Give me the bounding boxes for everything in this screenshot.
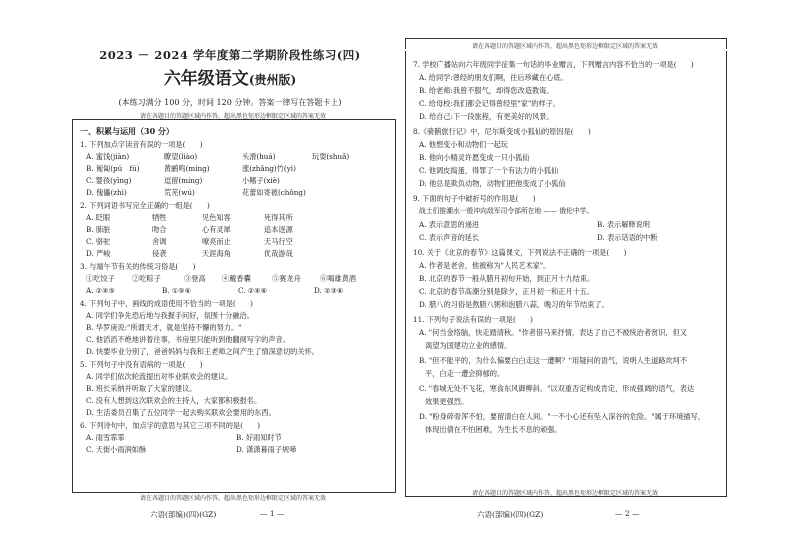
- q1-row-c: C. 婴孩(yīng) 逗留(míng) 小鳍子(xiè): [86, 176, 280, 185]
- section-heading: 一、积累与运用（30 分）: [80, 126, 174, 136]
- q2-stem: 2. 下列词语书写完全正确的一组是( ): [80, 201, 210, 210]
- q3-items: ①吃饺子 ②吃粽子 ③登高 ④戴香囊 ⑤赛龙舟 ⑥喝雄黄酒: [86, 274, 356, 283]
- subject-name: 六年级语文: [163, 69, 249, 89]
- q1-row-b: B. 匍匐(pú fú) 黄鹂鸣(míng) 涨(zhǎng)竹(yì): [86, 164, 296, 173]
- q9-row-2: C. 表示声音的延长 D. 表示话语的中断: [419, 233, 658, 242]
- q9-stem: 9. 下面的句子中破折号的作用是( ): [413, 194, 536, 203]
- q5-option-c: C. 没有人想到这次联欢会的主持人，大家都积极报名。: [86, 396, 262, 405]
- q9-quote: 战士们推潮水一般冲向敌军司令部所在地 —— 俄伦中学。: [419, 207, 594, 215]
- q11-option-b-line1: B. "但不能平的，为什么偏要白白走这一遭啊？"用疑问的语气，说明人生道路坎坷不: [419, 356, 688, 365]
- q11-option-b-line2: 平，白走一遭会抑郁的。: [425, 369, 505, 378]
- answer-notice-bottom: 请在各题目的答题区域内作答，超出黑色矩形边框限定区域的答案无效: [139, 495, 326, 502]
- footer-code: 六语(部编)(四)(GZ): [477, 510, 544, 519]
- footer-code: 六语(部编)(四)(GZ): [150, 510, 217, 519]
- q8-stem: 8.《骑鹅旅行记》中，尼尔斯变成小狐仙的原因是( ): [413, 127, 591, 136]
- q5-option-a: A. 同学们依次轮流提出对毕业联欢会的建议。: [86, 372, 233, 381]
- notice-frame: [405, 38, 727, 49]
- q5-option-d: D. 生活委员召集了五位同学一起去购买联欢会要用的东西。: [86, 408, 276, 417]
- q11-option-a-line1: A. "何当金络脑，快走踏清秋。"作者借马来抒情，表达了自己不被统治者赏识，但又: [419, 328, 687, 337]
- page-2: [405, 0, 735, 543]
- q1-row-d: D. 傀儡(zhì) 荒芜(wú) 花蕾如寄被(chǒng): [86, 188, 306, 197]
- q5-stem: 5. 下列句子中没有语病的一项是( ): [80, 360, 203, 369]
- q6-row-2: C. 天街小雨润如酥 D. 潇潇暮雨子规啼: [86, 445, 297, 454]
- q10-option-c: C. 北京的春节高潮分别是除夕，正月初一和正月十五。: [419, 287, 595, 296]
- q4-option-d: D. 快要毕业分别了，爸爸妈妈与我和王老师之间产生了情深意切的关怀。: [86, 347, 319, 356]
- q10-option-a: A. 作者是老舍，他被称为"人民艺术家"。: [419, 261, 551, 270]
- q11-option-d-line1: D. "粉身碎骨浑不怕，要留清白在人间。"一不小心还有坠入深谷的危险。"属于环境描写，: [419, 412, 705, 421]
- exam-title: 2023 － 2024 学年度第二学期阶段性练习(四): [99, 48, 361, 62]
- q4-stem: 4. 下列句子中，画线的成语使用不恰当的一项是( ): [80, 299, 253, 308]
- answer-notice-top: 请在各题目的答题区域内作答，超出黑色矩形边框限定区域的答案无效: [139, 113, 326, 120]
- q8-option-d: D. 他总是欺负动物，动物们把他变成了小狐仙: [419, 179, 566, 188]
- edition-label: (贵州版): [248, 73, 297, 87]
- footer-page-number: — 2 —: [615, 509, 640, 518]
- q4-option-c: C. 他滔滔不绝地讲着往事，书房里只能听到他翻阅写字的声音。: [86, 335, 290, 344]
- q2-row-d: D. 严峻 侵袭 天涯海角 优哉游哉: [86, 249, 293, 258]
- q1-row-a: A. 蜜饯(jiàn) 瞭望(liào) 头滑(huá) 玩耍(shuǎ): [86, 152, 350, 161]
- q4-option-a: A. 同学们争先恐后地与我握手问好，氛围十分融洽。: [86, 311, 254, 320]
- q10-option-d: D. 腊八的习俗是熬腊八粥和泡腊八蒜，晚习的年节结束了。: [419, 300, 609, 309]
- q10-option-b: B. 北京的春节一般从腊月初旬开始，到正月十九结束。: [419, 274, 595, 283]
- q7-option-c: C. 给母校:我们都会记得曾经里"家"的样子。: [419, 99, 561, 108]
- q5-option-b: B. 班长采纳并听取了大家的建议。: [86, 384, 197, 393]
- instructions: (本练习满分 100 分，时间 120 分钟。答案一律写在答题卡上): [118, 98, 342, 107]
- q7-option-d: D. 给自己:下一段旅程，有更美好的风景。: [419, 112, 554, 121]
- q10-stem: 10. 关于《北京的春节》这篇课文，下列说法不正确的一项是( ): [413, 248, 627, 257]
- q11-option-d-line2: 体现出倩在不怕困难，为生长不息的顽强。: [425, 425, 562, 434]
- q3-stem: 3. 与端午节有关的传统习俗是( ): [80, 262, 196, 271]
- footer-page-number: — 1 —: [260, 509, 285, 518]
- q8-option-a: A. 他想变小和动物们一起玩: [419, 140, 508, 149]
- q8-option-c: C. 他调皮捣蛋，得罪了一个有法力的小狐仙: [419, 166, 559, 175]
- q7-option-b: B. 给老师:我曾不服气，却得您改造教诲。: [419, 86, 554, 95]
- q11-stem: 11. 下列句子说法有误的一项是( ): [413, 315, 533, 324]
- q3-options: A. ②④⑤ B. ①⑤⑥ C. ②④⑥ D. ②③⑥: [86, 286, 344, 295]
- q4-option-b: B. 华罗庚说:"所谓天才，就是坚持不懈的努力。": [86, 323, 242, 332]
- q11-option-a-line2: 渴望为国建功立业的感情。: [425, 341, 512, 350]
- q6-stem: 6. 下列诗句中，加点字的意思与其它三项不同的是( ): [80, 421, 261, 430]
- q11-option-c-line2: 效果更强烈。: [425, 397, 469, 406]
- page-1: [60, 0, 400, 543]
- subject-title: [60, 64, 400, 89]
- q11-option-c-line1: C. "春城无处不飞花，寒食东风御柳斜。"以双重否定构成肯定，形成强调的语气，表达: [419, 384, 695, 393]
- q6-row-1: A. 雨雪霏霏 B. 好雨知时节: [86, 433, 282, 442]
- answer-notice-top: 请在各题目的答题区域内作答，超出黑色矩形边框限定区域的答案无效: [471, 43, 658, 50]
- q2-row-a: A. 眨眼 牺牲 见色知客 死得其所: [86, 213, 293, 222]
- q9-row-1: A. 表示意思的递进 B. 表示解释说明: [419, 220, 650, 229]
- answer-notice-bottom: 请在各题目的答题区域内作答，超出黑色矩形边框限定区域的答案无效: [471, 490, 658, 497]
- q1-stem: 1. 下列加点字读音有误的一项是( ): [80, 140, 203, 149]
- q7-option-a: A. 给同学:曾经的朋友们啊，往后珍藏在心底。: [419, 73, 568, 82]
- q2-row-c: C. 骆驼 舍调 嘹亮而止 天马行空: [86, 237, 293, 246]
- q2-row-b: B. 肺脏 吻合 心有灵犀 追本逐源: [86, 225, 293, 234]
- q7-stem: 7. 学校广播站向六年级同学征集一句话的毕业赠言，下列赠言内容不恰当的一项是( ): [413, 60, 694, 69]
- q8-option-b: B. 他向小精灵许愿变成一只小狐仙: [419, 153, 530, 162]
